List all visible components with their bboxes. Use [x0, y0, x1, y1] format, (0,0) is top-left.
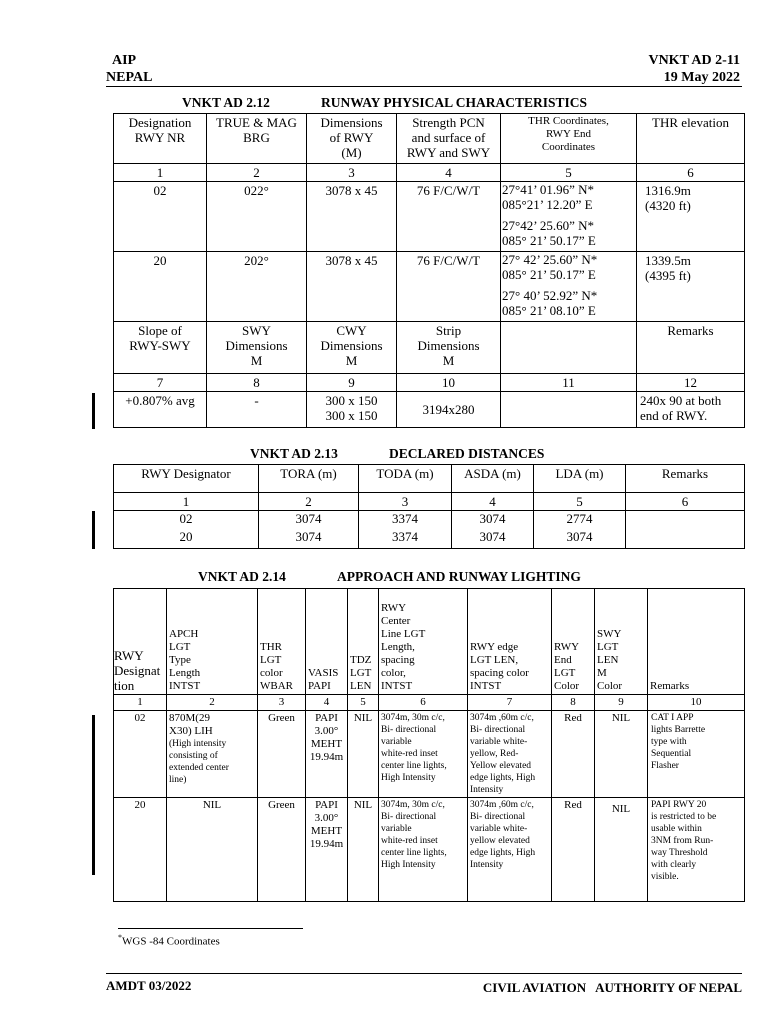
thr-elevation: 1316.9m (4320 ft)	[637, 182, 745, 252]
runway-physical-table	[113, 113, 745, 428]
end-lgt-color: Red	[552, 711, 595, 798]
header-nepal: NEPAL	[106, 70, 153, 85]
change-bar	[92, 393, 95, 429]
col-number: 3	[258, 695, 306, 711]
change-bar	[92, 715, 95, 875]
col-head: THR elevation	[637, 114, 745, 164]
col-number: 4	[306, 695, 348, 711]
row-value: 3374	[392, 511, 418, 526]
sec212-code: VNKT AD 2.12	[182, 95, 270, 110]
row-value: 20	[179, 529, 193, 544]
bearing: 202°	[207, 252, 307, 322]
thr-color: Green	[258, 798, 306, 902]
table-row	[114, 182, 745, 252]
thr-color: Green	[258, 711, 306, 798]
col-number: 3	[359, 493, 452, 511]
strength-pcn: 76 F/C/W/T	[397, 252, 501, 322]
col-head: Remarks	[648, 589, 745, 695]
table-row	[114, 252, 745, 322]
row-value: 3074	[295, 511, 322, 526]
end-lgt-color: Red	[552, 798, 595, 902]
sec214-code: VNKT AD 2.14	[198, 569, 286, 584]
col-head: LDA (m)	[534, 465, 626, 493]
col-head: TDZ LGT LEN	[348, 589, 379, 695]
col-number: 4	[397, 164, 501, 182]
rwy-dimensions: 3078 x 45	[307, 252, 397, 322]
col-number: 5	[501, 164, 637, 182]
centerline-lgt: 3074m, 30m c/c, Bi- directional variable white-red inset center line lights, High Intensity	[379, 798, 468, 902]
col-head: THR LGT color WBAR	[258, 589, 306, 695]
col-head: THR Coordinates, RWY End Coordinates	[501, 114, 637, 164]
remarks: CAT I APP lights Barrette type with Sequential Flasher	[648, 711, 745, 798]
remarks: PAPI RWY 20 is restricted to be usable within 3NM from Run- way Threshold with clearly visible.	[648, 798, 745, 902]
col-number: 10	[648, 695, 745, 711]
col-head: TORA (m)	[259, 465, 359, 493]
col-head: RWY Designat tion	[114, 589, 167, 695]
rwy-designation: 20	[114, 798, 167, 902]
rwy-designator	[114, 511, 259, 549]
asda	[452, 511, 534, 549]
rwy-designation: 02	[114, 711, 167, 798]
col-head: Remarks	[626, 465, 745, 493]
col-head	[501, 322, 637, 374]
col-number: 2	[259, 493, 359, 511]
row-value: 02	[179, 511, 193, 526]
col-number: 6	[626, 493, 745, 511]
col-number: 12	[637, 374, 745, 392]
footer-rule	[106, 973, 742, 974]
lda	[534, 511, 626, 549]
declared-distances-table	[113, 464, 745, 549]
sec212-title: RUNWAY PHYSICAL CHARACTERISTICS	[321, 95, 588, 110]
footnote-rule	[118, 928, 303, 929]
tdz-lgt: NIL	[348, 711, 379, 798]
col-number: 8	[552, 695, 595, 711]
col-number: 6	[637, 164, 745, 182]
col-number: 2	[207, 164, 307, 182]
table-row	[114, 392, 745, 428]
tora	[259, 511, 359, 549]
cwy-dimensions: 300 x 150 300 x 150	[307, 392, 397, 428]
change-bar	[92, 511, 95, 549]
col-head: TRUE & MAG BRG	[207, 114, 307, 164]
swy-lgt: NIL	[595, 798, 648, 902]
row-value: 3074	[295, 529, 322, 544]
strip-dimensions: 3194x280	[397, 392, 501, 428]
col-number: 4	[452, 493, 534, 511]
row-value: 2774	[566, 511, 593, 526]
col-head: Dimensions of RWY (M)	[307, 114, 397, 164]
swy-dimensions: -	[207, 392, 307, 428]
col-head: CWY Dimensions M	[307, 322, 397, 374]
col-number: 1	[114, 493, 259, 511]
col-number: 11	[501, 374, 637, 392]
row-value	[626, 511, 744, 529]
col-number: 5	[534, 493, 626, 511]
col-number: 10	[397, 374, 501, 392]
col-head: Slope of RWY-SWY	[114, 322, 207, 374]
sec213-code: VNKT AD 2.13	[250, 446, 338, 461]
row-value: 3374	[392, 529, 418, 544]
slope: +0.807% avg	[114, 392, 207, 428]
lighting-table	[113, 588, 745, 902]
column-11-value	[501, 392, 637, 428]
header-rule	[106, 86, 742, 87]
edge-lgt: 3074m ,60m c/c, Bi- directional variable white- yellow elevated edge lights, High Intensity	[468, 798, 552, 902]
col-head: TODA (m)	[359, 465, 452, 493]
vasis-papi: PAPI 3.00° MEHT 19.94m	[306, 711, 348, 798]
table-row	[114, 711, 745, 798]
sec214-title: APPROACH AND RUNWAY LIGHTING	[337, 569, 581, 584]
end-coordinate: 27°42’ 25.60” N* 085° 21’ 50.17” E	[502, 218, 596, 248]
col-head: Remarks	[637, 322, 745, 374]
row-value: 3074	[566, 529, 593, 544]
swy-lgt: NIL	[595, 711, 648, 798]
row-value: 3074	[479, 511, 506, 526]
col-head: RWY Designator	[114, 465, 259, 493]
table-row	[114, 798, 745, 902]
toda	[359, 511, 452, 549]
thr-coordinate: 27° 42’ 25.60” N* 085° 21’ 50.17” E	[502, 252, 598, 282]
col-number: 3	[307, 164, 397, 182]
col-head: SWY LGT LEN M Color	[595, 589, 648, 695]
col-head: SWY Dimensions M	[207, 322, 307, 374]
thr-coordinate: 27°41’ 01.96” N* 085°21’ 12.20” E	[502, 182, 594, 212]
col-head: RWY edge LGT LEN, spacing color INTST	[468, 589, 552, 695]
apch-type: 870M(29 X30) LIH	[169, 712, 213, 737]
row-value: 3074	[479, 529, 506, 544]
apch-lighting	[167, 711, 258, 798]
col-head: APCH LGT Type Length INTST	[167, 589, 258, 695]
footer-authority: CIVIL AVIATION AUTHORITY OF NEPAL	[482, 980, 742, 995]
remarks	[626, 511, 745, 549]
col-number: 9	[307, 374, 397, 392]
rwy-designation: 20	[114, 252, 207, 322]
col-number: 1	[114, 164, 207, 182]
end-coordinate: 27° 40’ 52.92” N* 085° 21’ 08.10” E	[502, 288, 598, 318]
col-number: 7	[114, 374, 207, 392]
edge-lgt: 3074m ,60m c/c, Bi- directional variable white- yellow, Red- Yellow elevated edge lights, High Intensity	[468, 711, 552, 798]
col-head: ASDA (m)	[452, 465, 534, 493]
col-head: Strength PCN and surface of RWY and SWY	[397, 114, 501, 164]
col-head: RWY End LGT Color	[552, 589, 595, 695]
remarks: 240x 90 at both end of RWY.	[637, 392, 745, 428]
col-number: 2	[167, 695, 258, 711]
thr-coordinates	[501, 182, 637, 252]
rwy-dimensions: 3078 x 45	[307, 182, 397, 252]
col-head: VASIS PAPI	[306, 589, 348, 695]
table-row	[114, 511, 745, 549]
bearing: 022°	[207, 182, 307, 252]
col-head: Designation RWY NR	[114, 114, 207, 164]
strength-pcn: 76 F/C/W/T	[397, 182, 501, 252]
rwy-designation: 02	[114, 182, 207, 252]
col-number: 9	[595, 695, 648, 711]
header-aip: AIP	[112, 53, 137, 68]
thr-elevation: 1339.5m (4395 ft)	[637, 252, 745, 322]
footnote-mark: *	[118, 933, 122, 942]
col-number: 7	[468, 695, 552, 711]
col-number: 8	[207, 374, 307, 392]
apch-type: NIL	[167, 798, 258, 902]
footer-amendment: AMDT 03/2022	[106, 978, 192, 993]
col-number: 6	[379, 695, 468, 711]
apch-note: (High intensity consisting of extended center line)	[169, 739, 229, 785]
thr-coordinates	[501, 252, 637, 322]
vasis-papi: PAPI 3.00° MEHT 19.94m	[306, 798, 348, 902]
col-head: Strip Dimensions M	[397, 322, 501, 374]
col-number: 5	[348, 695, 379, 711]
col-number: 1	[114, 695, 167, 711]
footnote	[118, 933, 220, 948]
header-date: 19 May 2022	[663, 70, 740, 85]
col-head: RWY Center Line LGT Length, spacing color, INTST	[379, 589, 468, 695]
header-doc-code: VNKT AD 2-11	[648, 53, 740, 68]
centerline-lgt: 3074m, 30m c/c, Bi- directional variable white-red inset center line lights, High Intensity	[379, 711, 468, 798]
sec213-title: DECLARED DISTANCES	[389, 446, 545, 461]
row-value	[626, 529, 744, 547]
tdz-lgt: NIL	[348, 798, 379, 902]
footnote-text: WGS -84 Coordinates	[122, 935, 220, 948]
